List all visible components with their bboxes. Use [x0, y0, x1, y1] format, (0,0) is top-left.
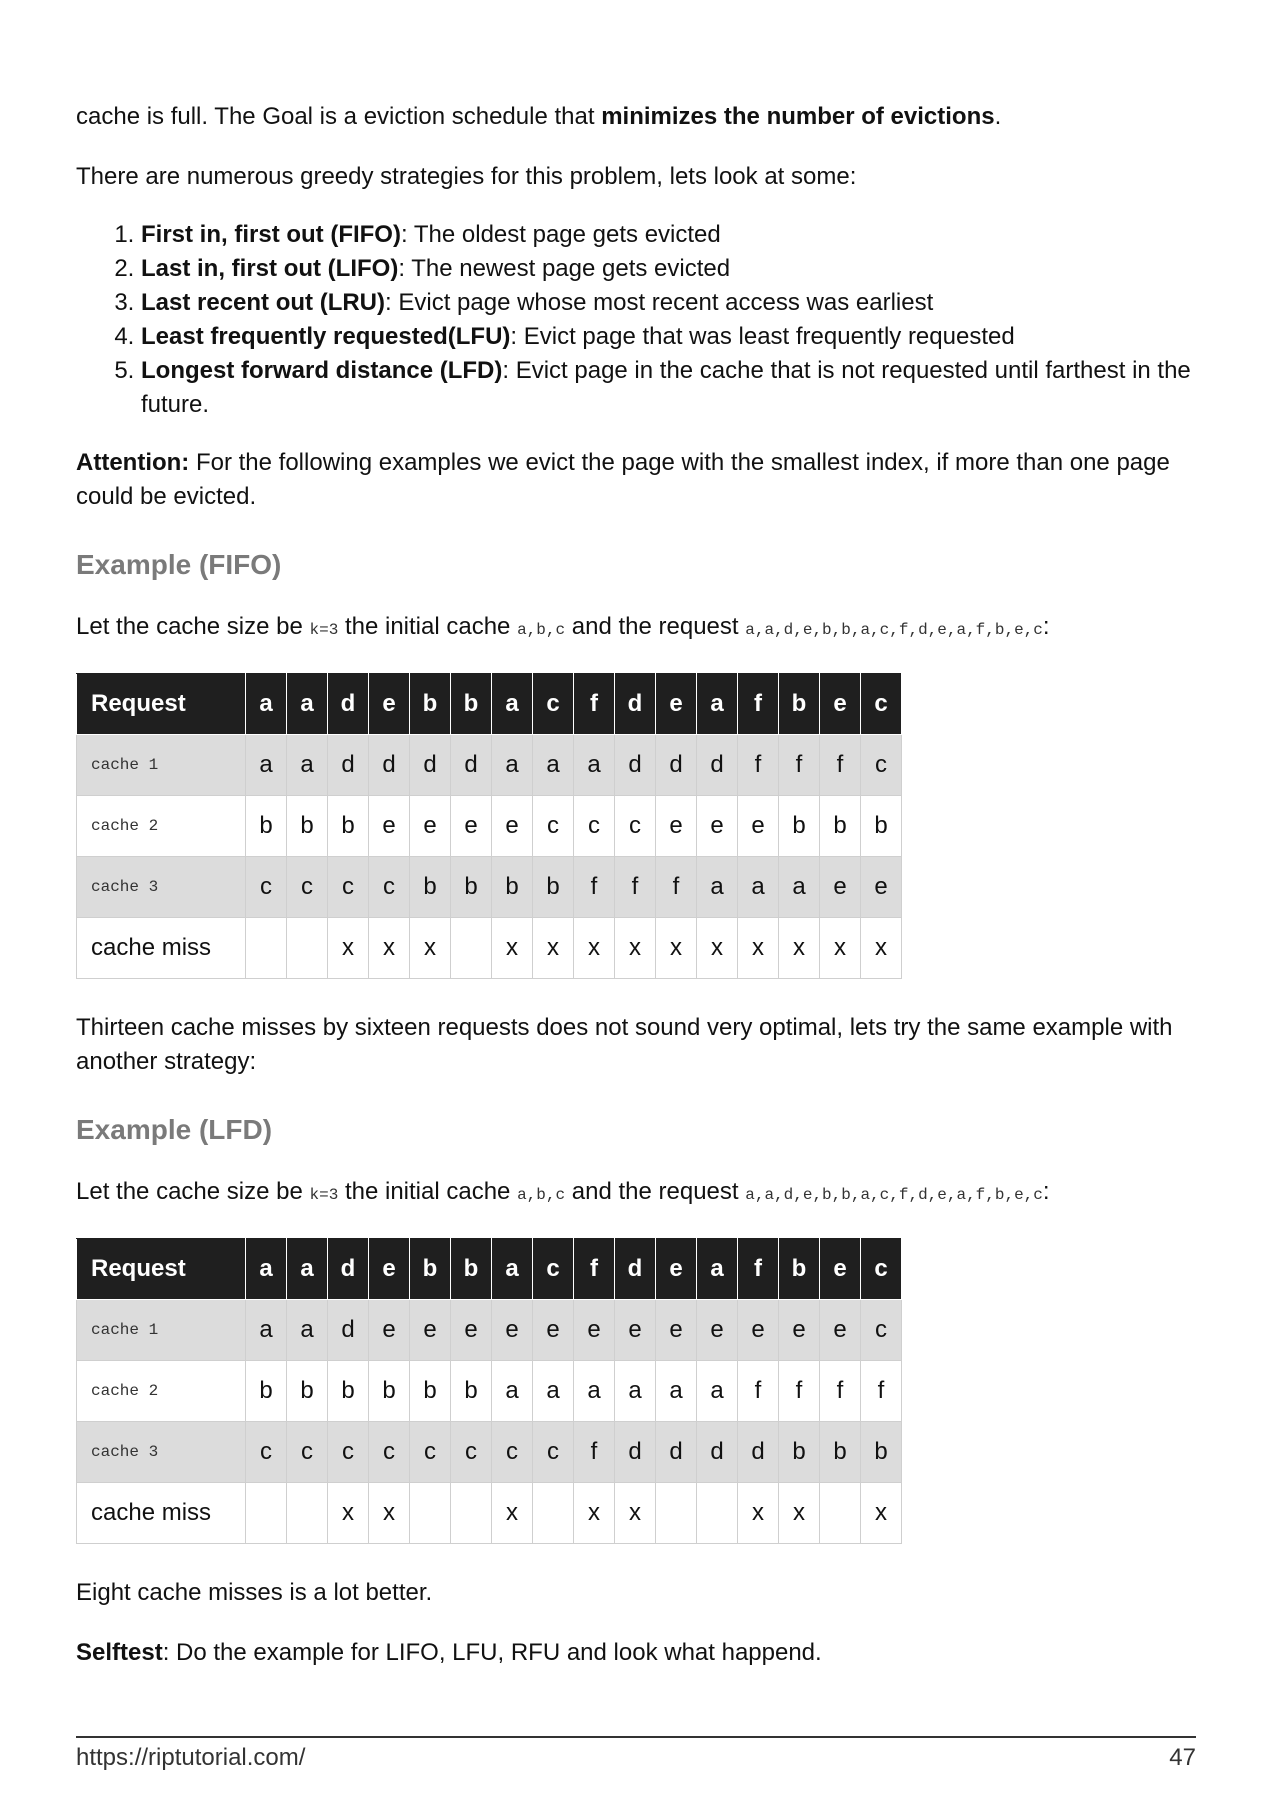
miss-cell: x [697, 918, 738, 979]
inline-code: a,b,c [517, 1186, 566, 1204]
example-description [76, 1175, 1196, 1212]
miss-cell: x [615, 1483, 656, 1544]
request-cell: d [328, 674, 369, 735]
request-cell: c [861, 674, 902, 735]
cache-cell: a [533, 1361, 574, 1422]
cache-cell: e [451, 1300, 492, 1361]
cache-cell: c [492, 1422, 533, 1483]
table-row [77, 735, 902, 796]
request-cell: e [656, 674, 697, 735]
request-cell: b [779, 674, 820, 735]
cache-cell: d [697, 1422, 738, 1483]
strategy-item [141, 354, 1196, 422]
cache-cell: e [410, 796, 451, 857]
row-label: cache 1 [77, 735, 246, 796]
miss-cell: x [779, 1483, 820, 1544]
miss-cell: x [369, 918, 410, 979]
miss-cell: x [656, 918, 697, 979]
miss-cell [697, 1483, 738, 1544]
example-title: Example (FIFO) [76, 549, 282, 580]
cache-cell: c [369, 1422, 410, 1483]
table-row [77, 1422, 902, 1483]
cache-cell: a [492, 735, 533, 796]
miss-cell [451, 1483, 492, 1544]
miss-cell [287, 1483, 328, 1544]
strategy-name: Least frequently requested(LFU) [141, 323, 511, 350]
cache-cell: e [738, 796, 779, 857]
strategy-item [141, 252, 1196, 286]
request-cell: a [287, 1239, 328, 1300]
table-row [77, 857, 902, 918]
cache-cell: b [492, 857, 533, 918]
cache-cell: b [820, 1422, 861, 1483]
cache-table [76, 1238, 902, 1544]
cache-cell: b [451, 1361, 492, 1422]
description-text: and the request [565, 613, 746, 640]
request-cell: e [369, 674, 410, 735]
cache-cell: b [533, 857, 574, 918]
description-text: and the request [565, 1178, 746, 1205]
cache-cell: f [656, 857, 697, 918]
miss-cell: x [492, 1483, 533, 1544]
miss-label: cache miss [77, 918, 246, 979]
cache-cell: c [287, 1422, 328, 1483]
request-cell: a [287, 674, 328, 735]
cache-cell: e [615, 1300, 656, 1361]
request-cell: e [656, 1239, 697, 1300]
cache-cell: e [451, 796, 492, 857]
strategy-name: First in, first out (FIFO) [141, 221, 401, 248]
request-cell: c [533, 1239, 574, 1300]
miss-cell: x [738, 1483, 779, 1544]
cache-miss-row [77, 1483, 902, 1544]
cache-cell: a [492, 1361, 533, 1422]
intro-text: cache is full. The Goal is a eviction schedule that [76, 103, 602, 130]
cache-cell: f [738, 735, 779, 796]
cache-cell: a [287, 735, 328, 796]
row-label: cache 2 [77, 1361, 246, 1422]
miss-cell: x [328, 1483, 369, 1544]
strategy-desc: : Evict page that was least frequently requested [510, 323, 1015, 350]
strategy-desc: : Evict page whose most recent access was earliest [385, 289, 934, 316]
inline-code: k=3 [309, 621, 339, 639]
cache-cell: c [246, 857, 287, 918]
cache-cell: e [656, 1300, 697, 1361]
cache-cell: c [246, 1422, 287, 1483]
request-cell: a [697, 674, 738, 735]
cache-cell: c [328, 857, 369, 918]
cache-cell: f [820, 735, 861, 796]
header-label: Request [77, 1239, 246, 1300]
cache-cell: e [738, 1300, 779, 1361]
attention-label: Attention: [76, 449, 190, 476]
strategy-list [76, 218, 1196, 422]
miss-label: cache miss [77, 1483, 246, 1544]
cache-cell: a [697, 1361, 738, 1422]
request-cell: b [451, 674, 492, 735]
cache-cell: c [287, 857, 328, 918]
attention-text: For the following examples we evict the page with the smallest index, if more than one page could be evicted. [76, 449, 1170, 510]
cache-cell: f [779, 735, 820, 796]
request-cell: b [779, 1239, 820, 1300]
miss-cell [246, 918, 287, 979]
cache-cell: a [246, 1300, 287, 1361]
request-cell: f [574, 674, 615, 735]
request-cell: c [861, 1239, 902, 1300]
miss-cell [451, 918, 492, 979]
example-title: Example (LFD) [76, 1114, 273, 1145]
cache-cell: b [410, 857, 451, 918]
page-footer [76, 1736, 1196, 1772]
cache-cell: d [451, 735, 492, 796]
cache-cell: e [574, 1300, 615, 1361]
miss-cell: x [779, 918, 820, 979]
request-cell: b [410, 674, 451, 735]
example-conclusion: Thirteen cache misses by sixteen requests does not sound very optimal, lets try the same example with another strategy: [76, 1014, 1173, 1075]
strategy-name: Last in, first out (LIFO) [141, 255, 399, 282]
cache-miss-row [77, 918, 902, 979]
cache-table [76, 673, 902, 979]
inline-code: k=3 [309, 1186, 339, 1204]
cache-cell: a [574, 735, 615, 796]
cache-cell: d [697, 735, 738, 796]
cache-cell: d [738, 1422, 779, 1483]
cache-cell: b [861, 1422, 902, 1483]
request-cell: a [246, 674, 287, 735]
miss-cell: x [615, 918, 656, 979]
request-cell: d [615, 1239, 656, 1300]
cache-cell: e [492, 1300, 533, 1361]
cache-cell: d [656, 1422, 697, 1483]
cache-cell: c [369, 857, 410, 918]
miss-cell: x [574, 1483, 615, 1544]
cache-cell: b [246, 796, 287, 857]
cache-cell: e [820, 1300, 861, 1361]
strategy-desc: : The newest page gets evicted [398, 255, 731, 282]
request-cell: e [369, 1239, 410, 1300]
request-cell: a [492, 1239, 533, 1300]
cache-cell: c [328, 1422, 369, 1483]
cache-cell: d [615, 1422, 656, 1483]
miss-cell [533, 1483, 574, 1544]
page-content [76, 100, 1196, 1696]
cache-cell: b [451, 857, 492, 918]
cache-cell: b [779, 796, 820, 857]
miss-cell: x [410, 918, 451, 979]
cache-cell: b [861, 796, 902, 857]
cache-cell: e [697, 1300, 738, 1361]
footer-url: https://riptutorial.com/ [76, 1744, 306, 1771]
cache-cell: d [615, 735, 656, 796]
miss-cell [656, 1483, 697, 1544]
row-label: cache 2 [77, 796, 246, 857]
strategy-desc: : Evict page in the cache that is not requested until farthest in the future. [141, 357, 1191, 418]
request-cell: d [328, 1239, 369, 1300]
cache-cell: b [820, 796, 861, 857]
miss-cell: x [820, 918, 861, 979]
intro-line-1 [76, 100, 1196, 134]
description-text: Let the cache size be [76, 613, 310, 640]
cache-cell: d [656, 735, 697, 796]
cache-cell: d [328, 1300, 369, 1361]
request-cell: a [246, 1239, 287, 1300]
request-cell: d [615, 674, 656, 735]
miss-cell [410, 1483, 451, 1544]
request-cell: e [820, 1239, 861, 1300]
inline-code: a,a,d,e,b,b,a,c,f,d,e,a,f,b,e,c [745, 1186, 1043, 1204]
miss-cell: x [861, 1483, 902, 1544]
miss-cell: x [533, 918, 574, 979]
table-row [77, 1300, 902, 1361]
cache-cell: c [861, 1300, 902, 1361]
cache-cell: c [451, 1422, 492, 1483]
request-cell: f [738, 674, 779, 735]
miss-cell: x [574, 918, 615, 979]
request-cell: b [410, 1239, 451, 1300]
cache-cell: f [574, 857, 615, 918]
cache-cell: b [287, 796, 328, 857]
cache-cell: e [492, 796, 533, 857]
cache-cell: b [369, 1361, 410, 1422]
cache-cell: d [369, 735, 410, 796]
example-description [76, 610, 1196, 647]
request-cell: a [697, 1239, 738, 1300]
selftest-text: : Do the example for LIFO, LFU, RFU and look what happend. [162, 1639, 822, 1666]
table-header-row [77, 1239, 902, 1300]
selftest-note [76, 1636, 1196, 1670]
description-text: the initial cache [338, 1178, 518, 1205]
inline-code: a,a,d,e,b,b,a,c,f,d,e,a,f,b,e,c [745, 621, 1043, 639]
intro-suffix: . [994, 103, 1002, 130]
cache-cell: c [861, 735, 902, 796]
selftest-label: Selftest [76, 1639, 163, 1666]
request-cell: f [738, 1239, 779, 1300]
miss-cell: x [369, 1483, 410, 1544]
description-text: : [1042, 1178, 1050, 1205]
cache-cell: b [779, 1422, 820, 1483]
request-cell: b [451, 1239, 492, 1300]
strategy-item [141, 286, 1196, 320]
strategy-name: Last recent out (LRU) [141, 289, 386, 316]
cache-cell: b [287, 1361, 328, 1422]
table-row [77, 1361, 902, 1422]
miss-cell: x [328, 918, 369, 979]
cache-cell: f [615, 857, 656, 918]
cache-cell: e [410, 1300, 451, 1361]
row-label: cache 3 [77, 1422, 246, 1483]
attention-note [76, 446, 1196, 514]
request-cell: c [533, 674, 574, 735]
inline-code: a,b,c [517, 621, 566, 639]
description-text: the initial cache [338, 613, 518, 640]
header-label: Request [77, 674, 246, 735]
cache-cell: b [246, 1361, 287, 1422]
cache-cell: a [779, 857, 820, 918]
cache-cell: a [738, 857, 779, 918]
table-header-row [77, 674, 902, 735]
cache-cell: e [861, 857, 902, 918]
table-row [77, 796, 902, 857]
cache-cell: e [369, 1300, 410, 1361]
cache-cell: d [328, 735, 369, 796]
intro-line-2: There are numerous greedy strategies for this problem, lets look at some: [76, 163, 857, 190]
cache-cell: f [738, 1361, 779, 1422]
cache-cell: a [697, 857, 738, 918]
cache-cell: c [615, 796, 656, 857]
examples-container [76, 548, 1196, 1610]
miss-cell [246, 1483, 287, 1544]
cache-cell: a [287, 1300, 328, 1361]
cache-cell: b [328, 1361, 369, 1422]
page-number: 47 [1169, 1744, 1196, 1771]
strategy-item [141, 320, 1196, 354]
miss-cell [820, 1483, 861, 1544]
cache-cell: a [615, 1361, 656, 1422]
cache-cell: f [574, 1422, 615, 1483]
miss-cell: x [738, 918, 779, 979]
cache-cell: d [410, 735, 451, 796]
request-cell: e [820, 674, 861, 735]
request-cell: f [574, 1239, 615, 1300]
cache-cell: f [861, 1361, 902, 1422]
example-conclusion: Eight cache misses is a lot better. [76, 1579, 433, 1606]
cache-cell: c [574, 796, 615, 857]
request-cell: a [492, 674, 533, 735]
cache-cell: a [656, 1361, 697, 1422]
miss-cell: x [861, 918, 902, 979]
cache-cell: e [697, 796, 738, 857]
cache-cell: e [656, 796, 697, 857]
strategy-desc: : The oldest page gets evicted [400, 221, 721, 248]
strategy-name: Longest forward distance (LFD) [141, 357, 503, 384]
cache-cell: e [779, 1300, 820, 1361]
cache-cell: a [574, 1361, 615, 1422]
row-label: cache 3 [77, 857, 246, 918]
cache-cell: a [246, 735, 287, 796]
cache-cell: f [779, 1361, 820, 1422]
cache-cell: e [820, 857, 861, 918]
intro-bold: minimizes the number of evictions [601, 103, 995, 130]
cache-cell: e [369, 796, 410, 857]
miss-cell: x [492, 918, 533, 979]
cache-cell: a [533, 735, 574, 796]
cache-cell: b [410, 1361, 451, 1422]
description-text: : [1042, 613, 1050, 640]
description-text: Let the cache size be [76, 1178, 310, 1205]
strategy-item [141, 218, 1196, 252]
cache-cell: c [410, 1422, 451, 1483]
cache-cell: c [533, 796, 574, 857]
cache-cell: f [820, 1361, 861, 1422]
cache-cell: e [533, 1300, 574, 1361]
miss-cell [287, 918, 328, 979]
cache-cell: c [533, 1422, 574, 1483]
row-label: cache 1 [77, 1300, 246, 1361]
cache-cell: b [328, 796, 369, 857]
